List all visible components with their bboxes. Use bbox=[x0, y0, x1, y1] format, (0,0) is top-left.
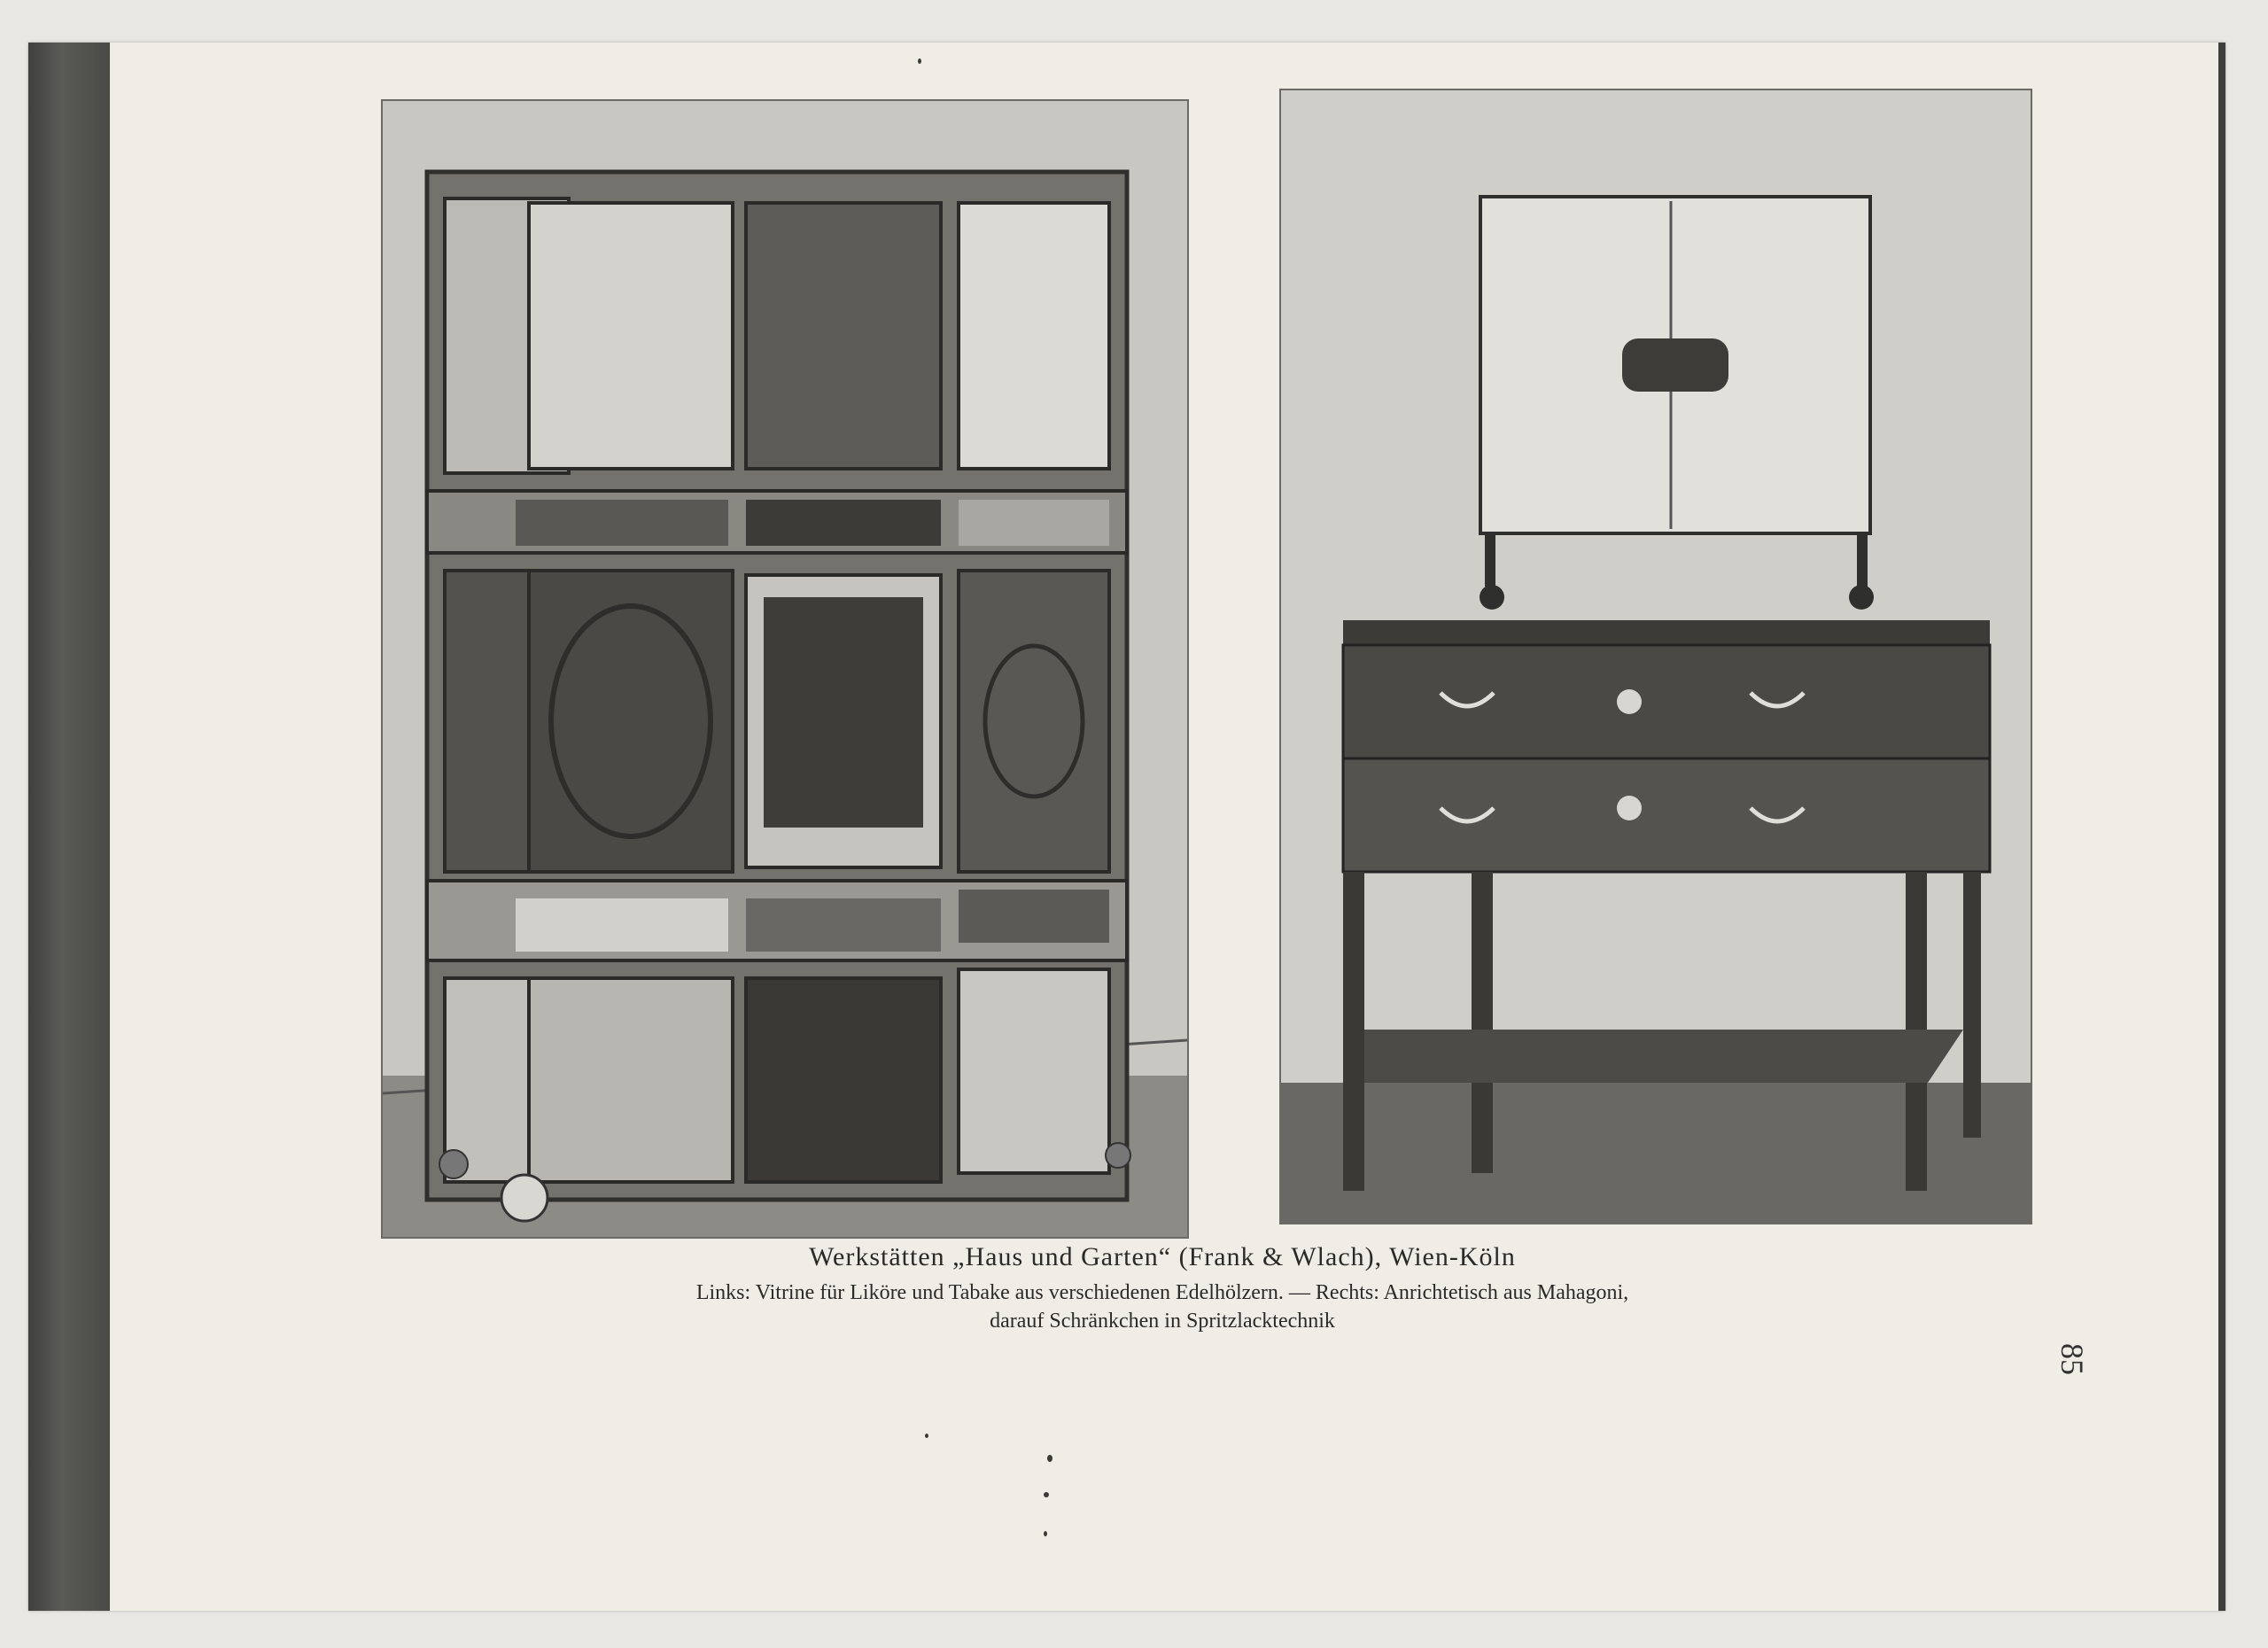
caption-line-1: Links: Vitrine für Liköre und Tabake aus verschiedenen Edelhölzern. — Rechts: Anrichtetisch aus Mahagoni, bbox=[695, 1281, 1629, 1304]
book-page bbox=[28, 43, 2225, 1611]
caption-line-2: darauf Schränkchen in Spritzlacktechnik bbox=[990, 1310, 1335, 1333]
page-edge bbox=[2218, 43, 2225, 1611]
photo-vitrine bbox=[381, 99, 1189, 1239]
speck bbox=[918, 58, 921, 64]
caption-title: Werkstätten „Haus und Garten“ (Frank & Wlach), Wien-Köln bbox=[809, 1242, 1516, 1271]
speck bbox=[1044, 1492, 1049, 1497]
binding-strip bbox=[28, 43, 110, 1611]
speck bbox=[1044, 1531, 1047, 1536]
speck bbox=[925, 1434, 928, 1438]
page-number: 85 bbox=[2054, 1343, 2090, 1375]
speck bbox=[1047, 1455, 1052, 1462]
photo-sideboard bbox=[1279, 89, 2032, 1224]
